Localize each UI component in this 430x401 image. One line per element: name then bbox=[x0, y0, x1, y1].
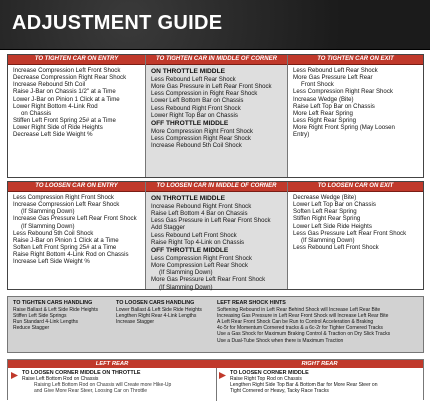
list-item: Increase Gas Pressure Left Rear Front Shock bbox=[13, 215, 137, 223]
tighten-entry-heading: TO TIGHTEN CAR ON ENTRY bbox=[8, 55, 145, 65]
list-item: Raise J-Bar on Pinion 1 Click at a Time bbox=[13, 236, 119, 244]
list-item: Less Compression Right Rear Shock bbox=[151, 135, 251, 143]
list-item: Increase Left Side Weight % bbox=[13, 258, 90, 266]
list-item: 4c-5r for Momentum Cornered tracks & a 6c-2r for Tighter Cornered Tracks bbox=[217, 325, 383, 332]
left-rear-column bbox=[8, 360, 217, 401]
rear-subheading: TO LOOSEN CORNER MIDDLE bbox=[230, 370, 309, 376]
list-item: Raise Right Top 4-Link on Chassis bbox=[151, 238, 245, 246]
list-item: Increase Rebound 5th Coil Shock bbox=[151, 142, 242, 150]
list-item: on Chassis bbox=[21, 109, 52, 117]
left-rear-shock-hints bbox=[217, 300, 390, 344]
list-item: Run Standard 4-Link Lengths bbox=[13, 319, 79, 326]
loosen-exit-column bbox=[288, 182, 423, 289]
list-item: Add Stagger bbox=[151, 224, 185, 232]
tip-heading: TO TIGHTEN CARS HANDLING bbox=[13, 300, 93, 306]
list-item: Decrease Compression Right Rear Shock bbox=[13, 74, 127, 82]
list-item: A Left Rear Front Shock Can be Run to Control Acceleration & Braking bbox=[217, 319, 374, 326]
list-item: Lower J-Bar on Pinion 1 Click at a Time bbox=[13, 95, 120, 103]
list-item: Raise Left Top Bar on Chassis bbox=[293, 102, 375, 110]
list-item: Entry) bbox=[293, 131, 310, 139]
list-item: Reduce Stagger bbox=[13, 325, 50, 332]
list-item: Increase Wedge (Bite) bbox=[293, 95, 354, 103]
list-item: (If Slamming Down) bbox=[159, 269, 213, 277]
list-item: Increase Stagger bbox=[116, 319, 155, 326]
on-throttle-title: ON THROTTLE MIDDLE bbox=[151, 68, 225, 75]
list-item: Soften Left Rear Spring bbox=[293, 208, 357, 216]
list-item: More Right Front Spring (May Loosen bbox=[293, 124, 395, 132]
list-item: Less Rebound Left Rear Shock bbox=[293, 67, 378, 74]
on-throttle-title: ON THROTTLE MIDDLE bbox=[151, 195, 225, 202]
list-item: Raise Left Bottom Rod on Chassis bbox=[22, 376, 99, 382]
loosen-exit-heading: TO LOOSEN CAR ON EXIT bbox=[288, 182, 423, 192]
list-item: Front Shock bbox=[301, 81, 334, 89]
list-item: (If Slamming Down) bbox=[21, 222, 75, 230]
list-item: Increase Compression Left Rear Shock bbox=[13, 201, 120, 209]
list-item: More Compression Right Front Shock bbox=[151, 127, 253, 135]
list-item: Use a Gas Shock for Maximum Braking Control & Traction on Dry Slick Tracks bbox=[217, 331, 391, 338]
tighten-exit-heading: TO TIGHTEN CAR ON EXIT bbox=[288, 55, 423, 65]
list-item: Increase Compression Left Front Shock bbox=[13, 67, 121, 74]
tip-heading: LEFT REAR SHOCK HINTS bbox=[217, 300, 286, 306]
list-item: Use a Dual-Tube Shock when there is Maximum Traction bbox=[217, 337, 344, 344]
list-item: Raise Right Bottom 4-Link Rod on Chassis bbox=[13, 251, 129, 259]
list-item: Stiffen Left Front Spring 25# at a Time bbox=[13, 117, 116, 125]
list-item: Less Compression in Right Rear Shock bbox=[151, 90, 258, 98]
list-item: (If Slamming Down) bbox=[159, 283, 213, 291]
rear-subheading: TO LOOSEN CORNER MIDDLE ON THROTTLE bbox=[22, 370, 141, 376]
list-item: Increasing Gas Pressure in Left Rear Front Shock will Increase Left Rear Bite bbox=[217, 313, 389, 320]
list-item: Increase Rebound Right Front Shock bbox=[151, 203, 252, 210]
loosen-middle-column bbox=[146, 182, 288, 289]
guide-header bbox=[0, 0, 430, 50]
loosen-entry-heading: TO LOOSEN CAR ON ENTRY bbox=[8, 182, 145, 192]
list-item: More Gas Pressure Left Rear bbox=[293, 74, 373, 82]
list-item: Raise Ballast & Left Side Ride Heights bbox=[13, 307, 99, 314]
arrow-bullet-icon bbox=[11, 372, 18, 379]
tighten-panel bbox=[7, 54, 424, 178]
loosen-handling-tips bbox=[116, 300, 202, 325]
handling-tips-panel bbox=[7, 296, 424, 353]
list-item: Lengthen Right Side Top Bar & Bottom Bar for More Rear Steer on bbox=[230, 382, 378, 388]
list-item: Lower Right Bottom 4-Link Rod bbox=[13, 102, 98, 110]
off-throttle-title: OFF THROTTLE MIDDLE bbox=[151, 246, 229, 254]
list-item: Lengthen Right Rear 4-Link Lengths bbox=[116, 313, 197, 320]
list-item: and Give More Rear Steer, Loosing Car on Throttle bbox=[34, 388, 148, 394]
list-item: Less Compression Right Front Shock bbox=[151, 254, 252, 262]
list-item: Lower Right Top Bar on Chassis bbox=[151, 111, 238, 119]
list-item: Soften Left Front Spring 25# at a Time bbox=[13, 244, 117, 252]
list-item: Less Rebound 5th Coil Shock bbox=[13, 229, 94, 237]
loosen-middle-heading: TO LOOSEN CAR IN MIDDLE OF CORNER bbox=[146, 182, 287, 192]
off-throttle-title: OFF THROTTLE MIDDLE bbox=[151, 119, 229, 127]
list-item: Less Gas Pressure in Left Rear Front Shock bbox=[151, 217, 271, 225]
list-item: Lower Right Side of Ride Heights bbox=[13, 124, 103, 132]
rear-panel bbox=[7, 359, 424, 400]
list-item: Lower Ballast & Left Side Ride Heights bbox=[116, 307, 202, 314]
list-item: Lower Left Side Ride Heights bbox=[293, 222, 372, 230]
tighten-handling-tips bbox=[13, 300, 98, 331]
list-item: Raise Left Bottom 4 Bar on Chassis bbox=[151, 210, 248, 218]
list-item: Decrease Left Side Weight % bbox=[13, 131, 93, 139]
list-item: Decrease Wedge (Bite) bbox=[293, 194, 357, 201]
list-item: Less Rebound Right Front Shock bbox=[151, 104, 241, 112]
list-item: More Compression Left Rear Shock bbox=[151, 262, 248, 270]
list-item: Raise Right Top Rod on Chassis bbox=[230, 376, 302, 382]
tighten-exit-column bbox=[288, 55, 423, 177]
list-item: Raise J-Bar on Chassis 1/2" at a Time bbox=[13, 88, 116, 96]
loosen-entry-column bbox=[8, 182, 146, 289]
tip-heading: TO LOOSEN CARS HANDLING bbox=[116, 300, 195, 306]
list-item: Softening Rebound in Left Rear Behind Shock will Increase Left Rear Bite bbox=[217, 307, 381, 314]
list-item: Less Rebound Left Front Shock bbox=[293, 244, 379, 252]
page-title: ADJUSTMENT GUIDE bbox=[12, 12, 223, 34]
list-item: Raising Left Bottom Rod on Chassis will Create more Hike-Up bbox=[34, 382, 172, 388]
list-item: Increase Rebound 5th Coil bbox=[13, 81, 86, 89]
list-item: (If Slamming Down) bbox=[21, 208, 75, 216]
list-item: More Gas Pressure Left Rear Front Shock bbox=[151, 276, 266, 284]
list-item: Lower Left Bottom Bar on Chassis bbox=[151, 97, 244, 105]
tighten-middle-heading: TO TIGHTEN CAR IN MIDDLE OF CORNER bbox=[146, 55, 287, 65]
list-item: Less Compression Right Front Shock bbox=[13, 194, 114, 201]
loosen-panel bbox=[7, 181, 424, 290]
list-item: Less Right Rear Spring bbox=[293, 117, 356, 125]
tighten-middle-column bbox=[146, 55, 288, 177]
list-item: Tight Cornered or Heavy, Tacky Race Tracks bbox=[230, 388, 329, 394]
right-rear-heading: RIGHT REAR bbox=[216, 360, 423, 368]
list-item: Less Gas Pressure Left Rear Front Shock bbox=[293, 229, 407, 237]
arrow-bullet-icon bbox=[219, 372, 226, 379]
list-item: Stiffen Left Side Springs bbox=[13, 313, 67, 320]
list-item: Less Rebound Left Rear Shock bbox=[151, 76, 236, 83]
list-item: Less Rebound Left Front Shock bbox=[151, 231, 237, 239]
list-item: More Left Rear Spring bbox=[293, 109, 353, 117]
list-item: Lower Left Top Bar on Chassis bbox=[293, 201, 376, 209]
list-item: Less Compression Right Rear Shock bbox=[293, 88, 393, 96]
list-item: Stiffen Right Rear Spring bbox=[293, 215, 361, 223]
list-item: (If Slamming Down) bbox=[301, 236, 355, 244]
tighten-entry-column bbox=[8, 55, 146, 177]
right-rear-column bbox=[216, 360, 423, 401]
list-item: More Gas Pressure in Left Rear Front Shock bbox=[151, 83, 272, 91]
left-rear-heading: LEFT REAR bbox=[8, 360, 216, 368]
